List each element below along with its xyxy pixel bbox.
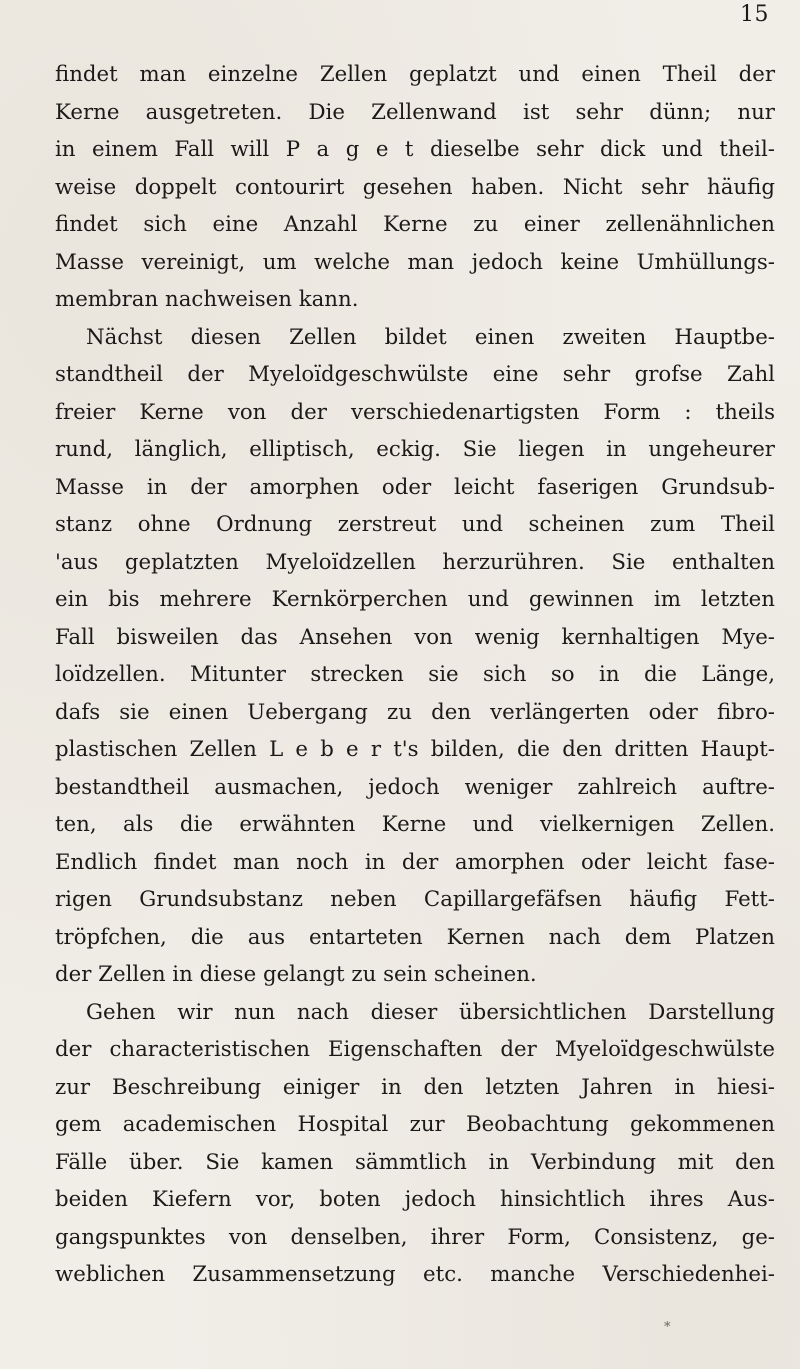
text-line: findet sich eine Anzahl Kerne zu einer zellenähnlichen — [55, 212, 775, 237]
text-line: standtheil der Myeloïdgeschwülste eine sehr grofse Zahl — [55, 362, 775, 387]
ink-mark: * — [664, 1320, 671, 1335]
text-line: 'aus geplatzten Myeloïdzellen herzurühren. Sie enthalten — [55, 549, 775, 575]
text-line: Fälle über. Sie kamen sämmtlich in Verbindung mit den — [55, 1149, 775, 1175]
text-line: rigen Grundsubstanz neben Capillargefäfsen häufig Fett- — [55, 887, 775, 912]
text-line: stanz ohne Ordnung zerstreut und scheinen zum Theil — [55, 512, 775, 537]
text-line: Masse in der amorphen oder leicht faserigen Grundsub- — [55, 474, 775, 500]
text-line: membran nachweisen kann. — [55, 287, 359, 312]
text-line: der Zellen in diese gelangt zu sein scheinen. — [55, 962, 537, 987]
text-line: loïdzellen. Mitunter strecken sie sich so in die Länge, — [55, 662, 775, 687]
text-line: gangspunktes von denselben, ihrer Form, Consistenz, ge- — [55, 1224, 775, 1250]
text-line: weise doppelt contourirt gesehen haben. Nicht sehr häufig — [55, 174, 775, 200]
text-line: Kerne ausgetreten. Die Zellenwand ist sehr dünn; nur — [55, 99, 775, 125]
text-line: dafs sie einen Uebergang zu den verlängerten oder fibro- — [55, 699, 775, 725]
text-line: ein bis mehrere Kernkörperchen und gewinnen im letzten — [55, 587, 775, 612]
text-line: freier Kerne von der verschiedenartigsten Form : theils — [55, 399, 775, 425]
text-line: tröpfchen, die aus entarteten Kernen nach dem Platzen — [55, 924, 775, 950]
text-line: plastischen Zellen L e b e r t's bilden, die den dritten Haupt- — [55, 737, 775, 762]
text-line: weblichen Zusammensetzung etc. manche Verschiedenhei- — [55, 1262, 775, 1287]
text-line: ten, als die erwähnten Kerne und vielkernigen Zellen. — [55, 812, 775, 837]
text-line: findet man einzelne Zellen geplatzt und einen Theil der — [55, 62, 775, 87]
text-line: Nächst diesen Zellen bildet einen zweiten Hauptbe- — [86, 324, 775, 350]
text-line: beiden Kiefern vor, boten jedoch hinsichtlich ihres Aus- — [55, 1187, 775, 1212]
text-line: der characteristischen Eigenschaften der Myeloïdgeschwülste — [55, 1037, 775, 1062]
body-text — [55, 56, 775, 1294]
text-line: in einem Fall will P a g e t dieselbe sehr dick und theil- — [55, 137, 775, 162]
text-line: gem academischen Hospital zur Beobachtung gekommenen — [55, 1112, 775, 1137]
text-line: rund, länglich, elliptisch, eckig. Sie liegen in ungeheurer — [55, 437, 775, 462]
text-line: Endlich findet man noch in der amorphen oder leicht fase- — [55, 849, 775, 875]
text-line: Fall bisweilen das Ansehen von wenig kernhaltigen Mye- — [55, 624, 775, 650]
text-line: Masse vereinigt, um welche man jedoch keine Umhüllungs- — [55, 249, 775, 275]
text-line: zur Beschreibung einiger in den letzten Jahren in hiesi- — [55, 1074, 775, 1100]
text-line: bestandtheil ausmachen, jedoch weniger zahlreich auftre- — [55, 774, 775, 800]
text-line: Gehen wir nun nach dieser übersichtlichen Darstellung — [86, 999, 775, 1025]
page-number: 15 — [740, 2, 769, 27]
